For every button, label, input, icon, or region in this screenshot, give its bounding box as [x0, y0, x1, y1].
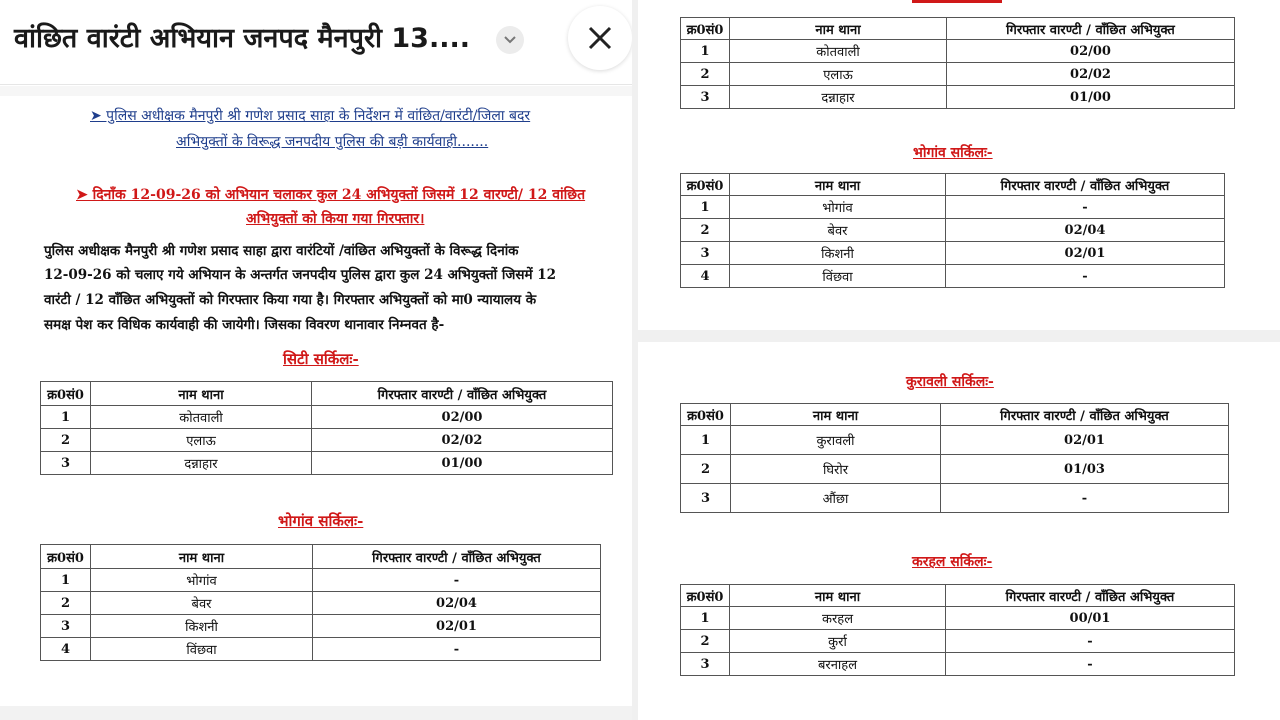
body-line-2: 12-09-26 को चलाए गये अभियान के अन्तर्गत जनपदीय पुलिस द्वारा कुल 24 अभियुक्तों जिसमें 12: [44, 267, 557, 283]
cell-arrests: -: [946, 265, 1225, 288]
table-row: [681, 196, 1225, 219]
cell-station: एलाऊ: [730, 63, 947, 86]
city-circle-table-copy: [680, 17, 1235, 109]
bhogaon-circle-title-copy: भोगांव सर्किलः-: [913, 145, 993, 161]
cell-arrests: 02/00: [312, 406, 613, 429]
kurawali-circle-title: कुरावली सर्किलः-: [906, 374, 994, 390]
heading-blue-line-1: ➤ पुलिस अधीक्षक मैनपुरी श्री गणेश प्रसाद साहा के निर्देशन में वांछित/वारंटी/जिला बदर: [90, 108, 531, 124]
col-header-arrests: गिरफ्तार वारण्टी / वाँछित अभियुक्त: [941, 404, 1229, 426]
table-row: [41, 429, 613, 452]
cell-serial: 3: [41, 615, 91, 638]
cell-serial: 2: [681, 455, 731, 484]
cell-station: दन्नाहार: [91, 452, 312, 475]
cell-serial: 4: [681, 265, 730, 288]
table-row: [41, 592, 601, 615]
table-row: [41, 452, 613, 475]
body-line-3: वारंटी / 12 वाँछित अभियुक्तों को गिरफ्तार किया गया है। गिरफ्तार अभियुक्तों को मा0 न्यायालय के: [44, 292, 537, 308]
cell-arrests: 01/00: [312, 452, 613, 475]
cell-station: कुरावली: [731, 426, 941, 455]
col-header-arrests: गिरफ्तार वारण्टी / वाँछित अभियुक्त: [946, 174, 1225, 196]
cell-arrests: -: [313, 638, 601, 661]
col-header-serial: क्र0सं0: [681, 404, 731, 426]
table-row: [41, 569, 601, 592]
table-row: [681, 607, 1235, 630]
cell-station: भोगांव: [91, 569, 313, 592]
table-row: [681, 426, 1229, 455]
table-row: [41, 406, 613, 429]
body-line-4: समक्ष पेश कर विधिक कार्यवाही की जायेगी। जिसका विवरण थानावार निम्नवत है-: [44, 317, 445, 333]
separator: [0, 86, 632, 96]
cell-arrests: 02/01: [946, 242, 1225, 265]
heading-blue-line-2: अभियुक्तों के विरूद्ध जनपदीय पुलिस की बड़ी कार्यवाही.......: [176, 134, 489, 150]
close-icon: [568, 6, 632, 70]
cell-serial: 1: [681, 196, 730, 219]
cell-station: बरनाहल: [730, 653, 946, 676]
col-header-serial: क्र0सं0: [681, 585, 730, 607]
heading-red-line-1: ➤ दिनाँक 12-09-26 को अभियान चलाकर कुल 24 अभियुक्तों जिसमें 12 वारण्टी/ 12 वांछित: [76, 187, 586, 203]
cell-station: घिरोर: [731, 455, 941, 484]
panel-divider: [632, 0, 638, 720]
cell-station: विंछवा: [91, 638, 313, 661]
post-title: वांछित वारंटी अभियान जनपद मैनपुरी 13....: [14, 23, 470, 54]
col-header-station: नाम थाना: [731, 404, 941, 426]
col-header-arrests: गिरफ्तार वारण्टी / वाँछित अभियुक्त: [312, 382, 613, 406]
cell-serial: 3: [681, 242, 730, 265]
col-header-station: नाम थाना: [730, 18, 947, 40]
cell-arrests: -: [313, 569, 601, 592]
table-row: [681, 219, 1225, 242]
cell-station: कोतवाली: [91, 406, 312, 429]
col-header-serial: क्र0सं0: [681, 18, 730, 40]
cell-serial: 2: [41, 592, 91, 615]
cell-arrests: 02/00: [947, 40, 1235, 63]
cell-arrests: -: [946, 653, 1235, 676]
cell-arrests: 01/03: [941, 455, 1229, 484]
cell-serial: 3: [681, 86, 730, 109]
table-header-row: [681, 585, 1235, 607]
bhogaon-circle-table: [40, 544, 601, 661]
heading-red-line-2: अभियुक्तों को किया गया गिरफ्तार।: [246, 211, 425, 227]
table-header-row: [41, 545, 601, 569]
cell-serial: 2: [41, 429, 91, 452]
cell-serial: 2: [681, 63, 730, 86]
cell-station: कुर्रा: [730, 630, 946, 653]
panel-divider: [638, 330, 1280, 342]
table-header-row: [681, 18, 1235, 40]
cell-arrests: -: [941, 484, 1229, 513]
cell-serial: 3: [41, 452, 91, 475]
cell-arrests: 02/01: [941, 426, 1229, 455]
cell-arrests: 01/00: [947, 86, 1235, 109]
body-line-1: पुलिस अधीक्षक मैनपुरी श्री गणेश प्रसाद साहा द्वारा वारंटियों /वांछित अभियुक्तों के विरूद्ध दिनांक: [44, 243, 519, 259]
bhogaon-circle-table-copy: [680, 173, 1225, 288]
cell-arrests: -: [946, 630, 1235, 653]
cell-serial: 1: [41, 569, 91, 592]
table-row: [681, 63, 1235, 86]
cell-serial: 2: [681, 219, 730, 242]
expand-title-button[interactable]: [496, 26, 524, 54]
cell-serial: 1: [681, 426, 731, 455]
separator: [0, 706, 632, 720]
cell-arrests: -: [946, 196, 1225, 219]
col-header-station: नाम थाना: [91, 545, 313, 569]
col-header-serial: क्र0सं0: [41, 382, 91, 406]
table-row: [681, 455, 1229, 484]
cell-station: विंछवा: [730, 265, 946, 288]
chevron-down-icon: [496, 26, 524, 54]
cell-serial: 3: [681, 653, 730, 676]
table-row: [681, 630, 1235, 653]
col-header-station: नाम थाना: [730, 585, 946, 607]
table-row: [41, 638, 601, 661]
cell-station: किशनी: [91, 615, 313, 638]
col-header-serial: क्र0सं0: [681, 174, 730, 196]
cell-serial: 1: [41, 406, 91, 429]
table-row: [681, 40, 1235, 63]
cell-station: औंछा: [731, 484, 941, 513]
col-header-arrests: गिरफ्तार वारण्टी / वाँछित अभियुक्त: [313, 545, 601, 569]
title-underline-fragment: [912, 0, 1002, 3]
cell-station: बेवर: [91, 592, 313, 615]
bhogaon-circle-title: भोगांव सर्किलः-: [278, 512, 364, 530]
cell-arrests: 02/04: [313, 592, 601, 615]
table-header-row: [681, 174, 1225, 196]
table-row: [41, 615, 601, 638]
table-row: [681, 653, 1235, 676]
cell-serial: 3: [681, 484, 731, 513]
cell-serial: 4: [41, 638, 91, 661]
cell-serial: 2: [681, 630, 730, 653]
table-row: [681, 242, 1225, 265]
cell-station: एलाऊ: [91, 429, 312, 452]
cell-station: बेवर: [730, 219, 946, 242]
col-header-station: नाम थाना: [730, 174, 946, 196]
cell-station: दन्नाहार: [730, 86, 947, 109]
cell-serial: 1: [681, 40, 730, 63]
col-header-arrests: गिरफ्तार वारण्टी / वाँछित अभियुक्त: [947, 18, 1235, 40]
col-header-serial: क्र0सं0: [41, 545, 91, 569]
col-header-arrests: गिरफ्तार वारण्टी / वाँछित अभियुक्त: [946, 585, 1235, 607]
cell-serial: 1: [681, 607, 730, 630]
table-row: [681, 265, 1225, 288]
karhal-circle-title: करहल सर्किलः-: [912, 554, 993, 570]
karhal-circle-table: [680, 584, 1235, 676]
table-header-row: [681, 404, 1229, 426]
table-row: [681, 484, 1229, 513]
kurawali-circle-table: [680, 403, 1229, 513]
cell-arrests: 00/01: [946, 607, 1235, 630]
cell-arrests: 02/04: [946, 219, 1225, 242]
col-header-station: नाम थाना: [91, 382, 312, 406]
cell-station: कोतवाली: [730, 40, 947, 63]
close-button[interactable]: [568, 6, 632, 70]
cell-arrests: 02/02: [947, 63, 1235, 86]
table-row: [681, 86, 1235, 109]
cell-arrests: 02/02: [312, 429, 613, 452]
city-circle-title: सिटी सर्किलः-: [283, 350, 359, 368]
cell-station: करहल: [730, 607, 946, 630]
cell-arrests: 02/01: [313, 615, 601, 638]
table-header-row: [41, 382, 613, 406]
cell-station: किशनी: [730, 242, 946, 265]
cell-station: भोगांव: [730, 196, 946, 219]
city-circle-table: [40, 381, 613, 475]
